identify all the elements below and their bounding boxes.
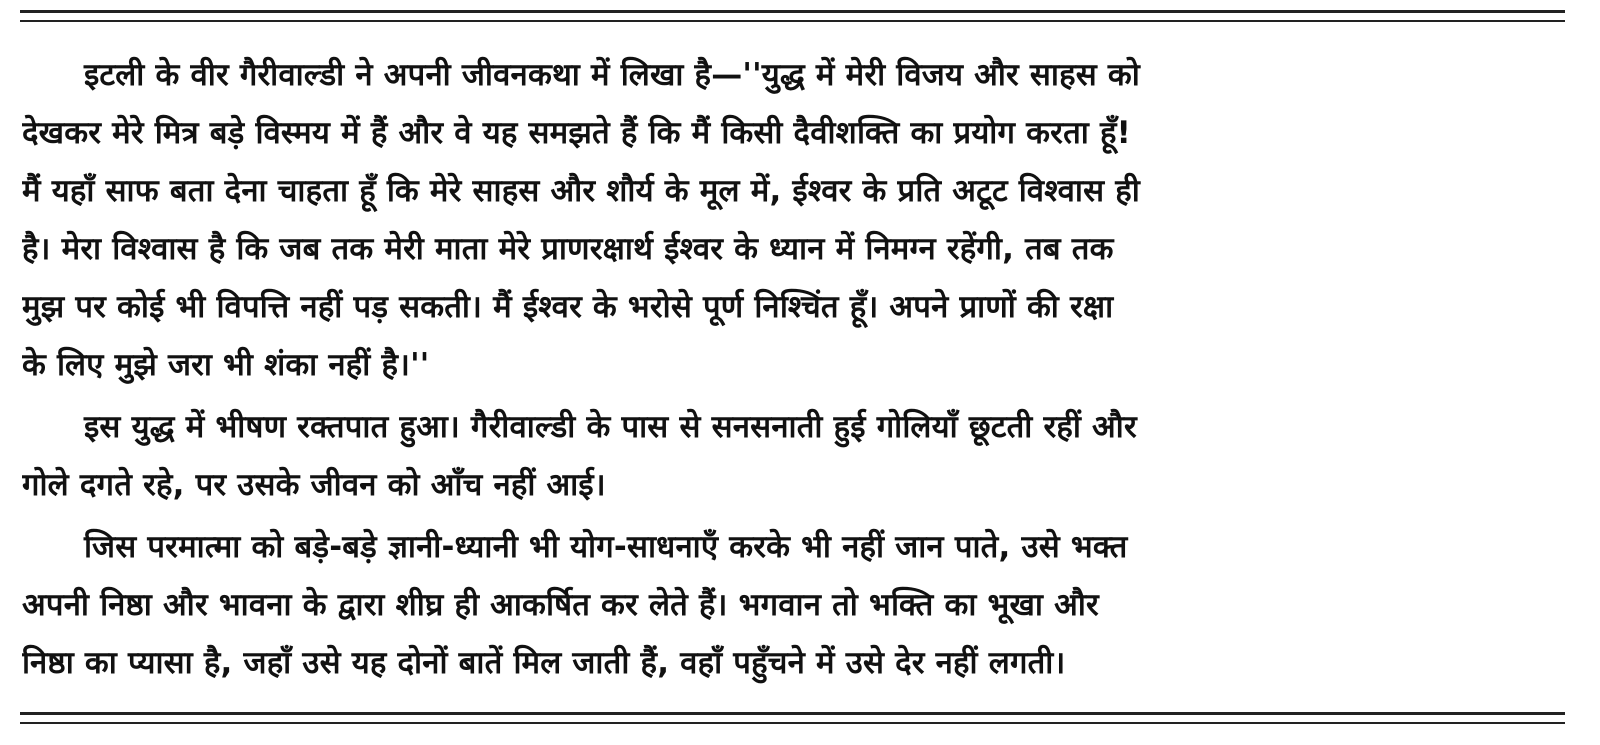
text-line: इटली के वीर गैरीवाल्डी ने अपनी जीवनकथा में लिखा है—''युद्ध में मेरी विजय और साहस को (84, 57, 1140, 93)
top-rule-thin (20, 20, 1565, 22)
text-line: मैं यहाँ साफ बता देना चाहता हूँ कि मेरे साहस और शौर्य के मूल में, ईश्वर के प्रति अटूट विश्वास ही (22, 173, 1140, 209)
text-line: गोले दगते रहे, पर उसके जीवन को आँच नहीं आई। (22, 467, 606, 503)
text-line: देखकर मेरे मित्र बड़े विस्मय में हैं और वे यह समझते हैं कि मैं किसी दैवीशक्ति का प्रयोग करता हूँ! (22, 115, 1131, 151)
text-line: मुझ पर कोई भी विपत्ति नहीं पड़ सकती। मैं ईश्वर के भरोसे पूर्ण निश्चिंत हूँ। अपने प्राणों की रक्षा (22, 289, 1114, 325)
paragraph-devotion (22, 518, 1570, 692)
text-line: निष्ठा का प्यासा है, जहाँ उसे यह दोनों बातें मिल जाती हैं, वहाँ पहुँचने में उसे देर नहीं लगती। (22, 645, 1066, 681)
text-line: के लिए मुझे जरा भी शंका नहीं है।'' (22, 347, 430, 383)
text-line: अपनी निष्ठा और भावना के द्वारा शीघ्र ही आकर्षित कर लेते हैं। भगवान तो भक्ति का भूखा और (22, 587, 1099, 623)
text-line: जिस परमात्मा को बड़े-बड़े ज्ञानी-ध्यानी भी योग-साधनाएँ करके भी नहीं जान पाते, उसे भक्त (84, 529, 1128, 565)
paragraph-garibaldi-quote (22, 46, 1570, 394)
body-text (22, 46, 1570, 692)
bottom-rule-thin (20, 722, 1565, 724)
text-line: इस युद्ध में भीषण रक्तपात हुआ। गैरीवाल्डी के पास से सनसनाती हुई गोलियाँ छूटती रहीं और (84, 409, 1137, 445)
top-rule (20, 10, 1565, 13)
bottom-rule (20, 712, 1565, 715)
paragraph-bloodshed (22, 398, 1570, 514)
text-line: है। मेरा विश्वास है कि जब तक मेरी माता मेरे प्राणरक्षार्थ ईश्वर के ध्यान में निमग्न रहेंगी, तब तक (22, 231, 1114, 267)
